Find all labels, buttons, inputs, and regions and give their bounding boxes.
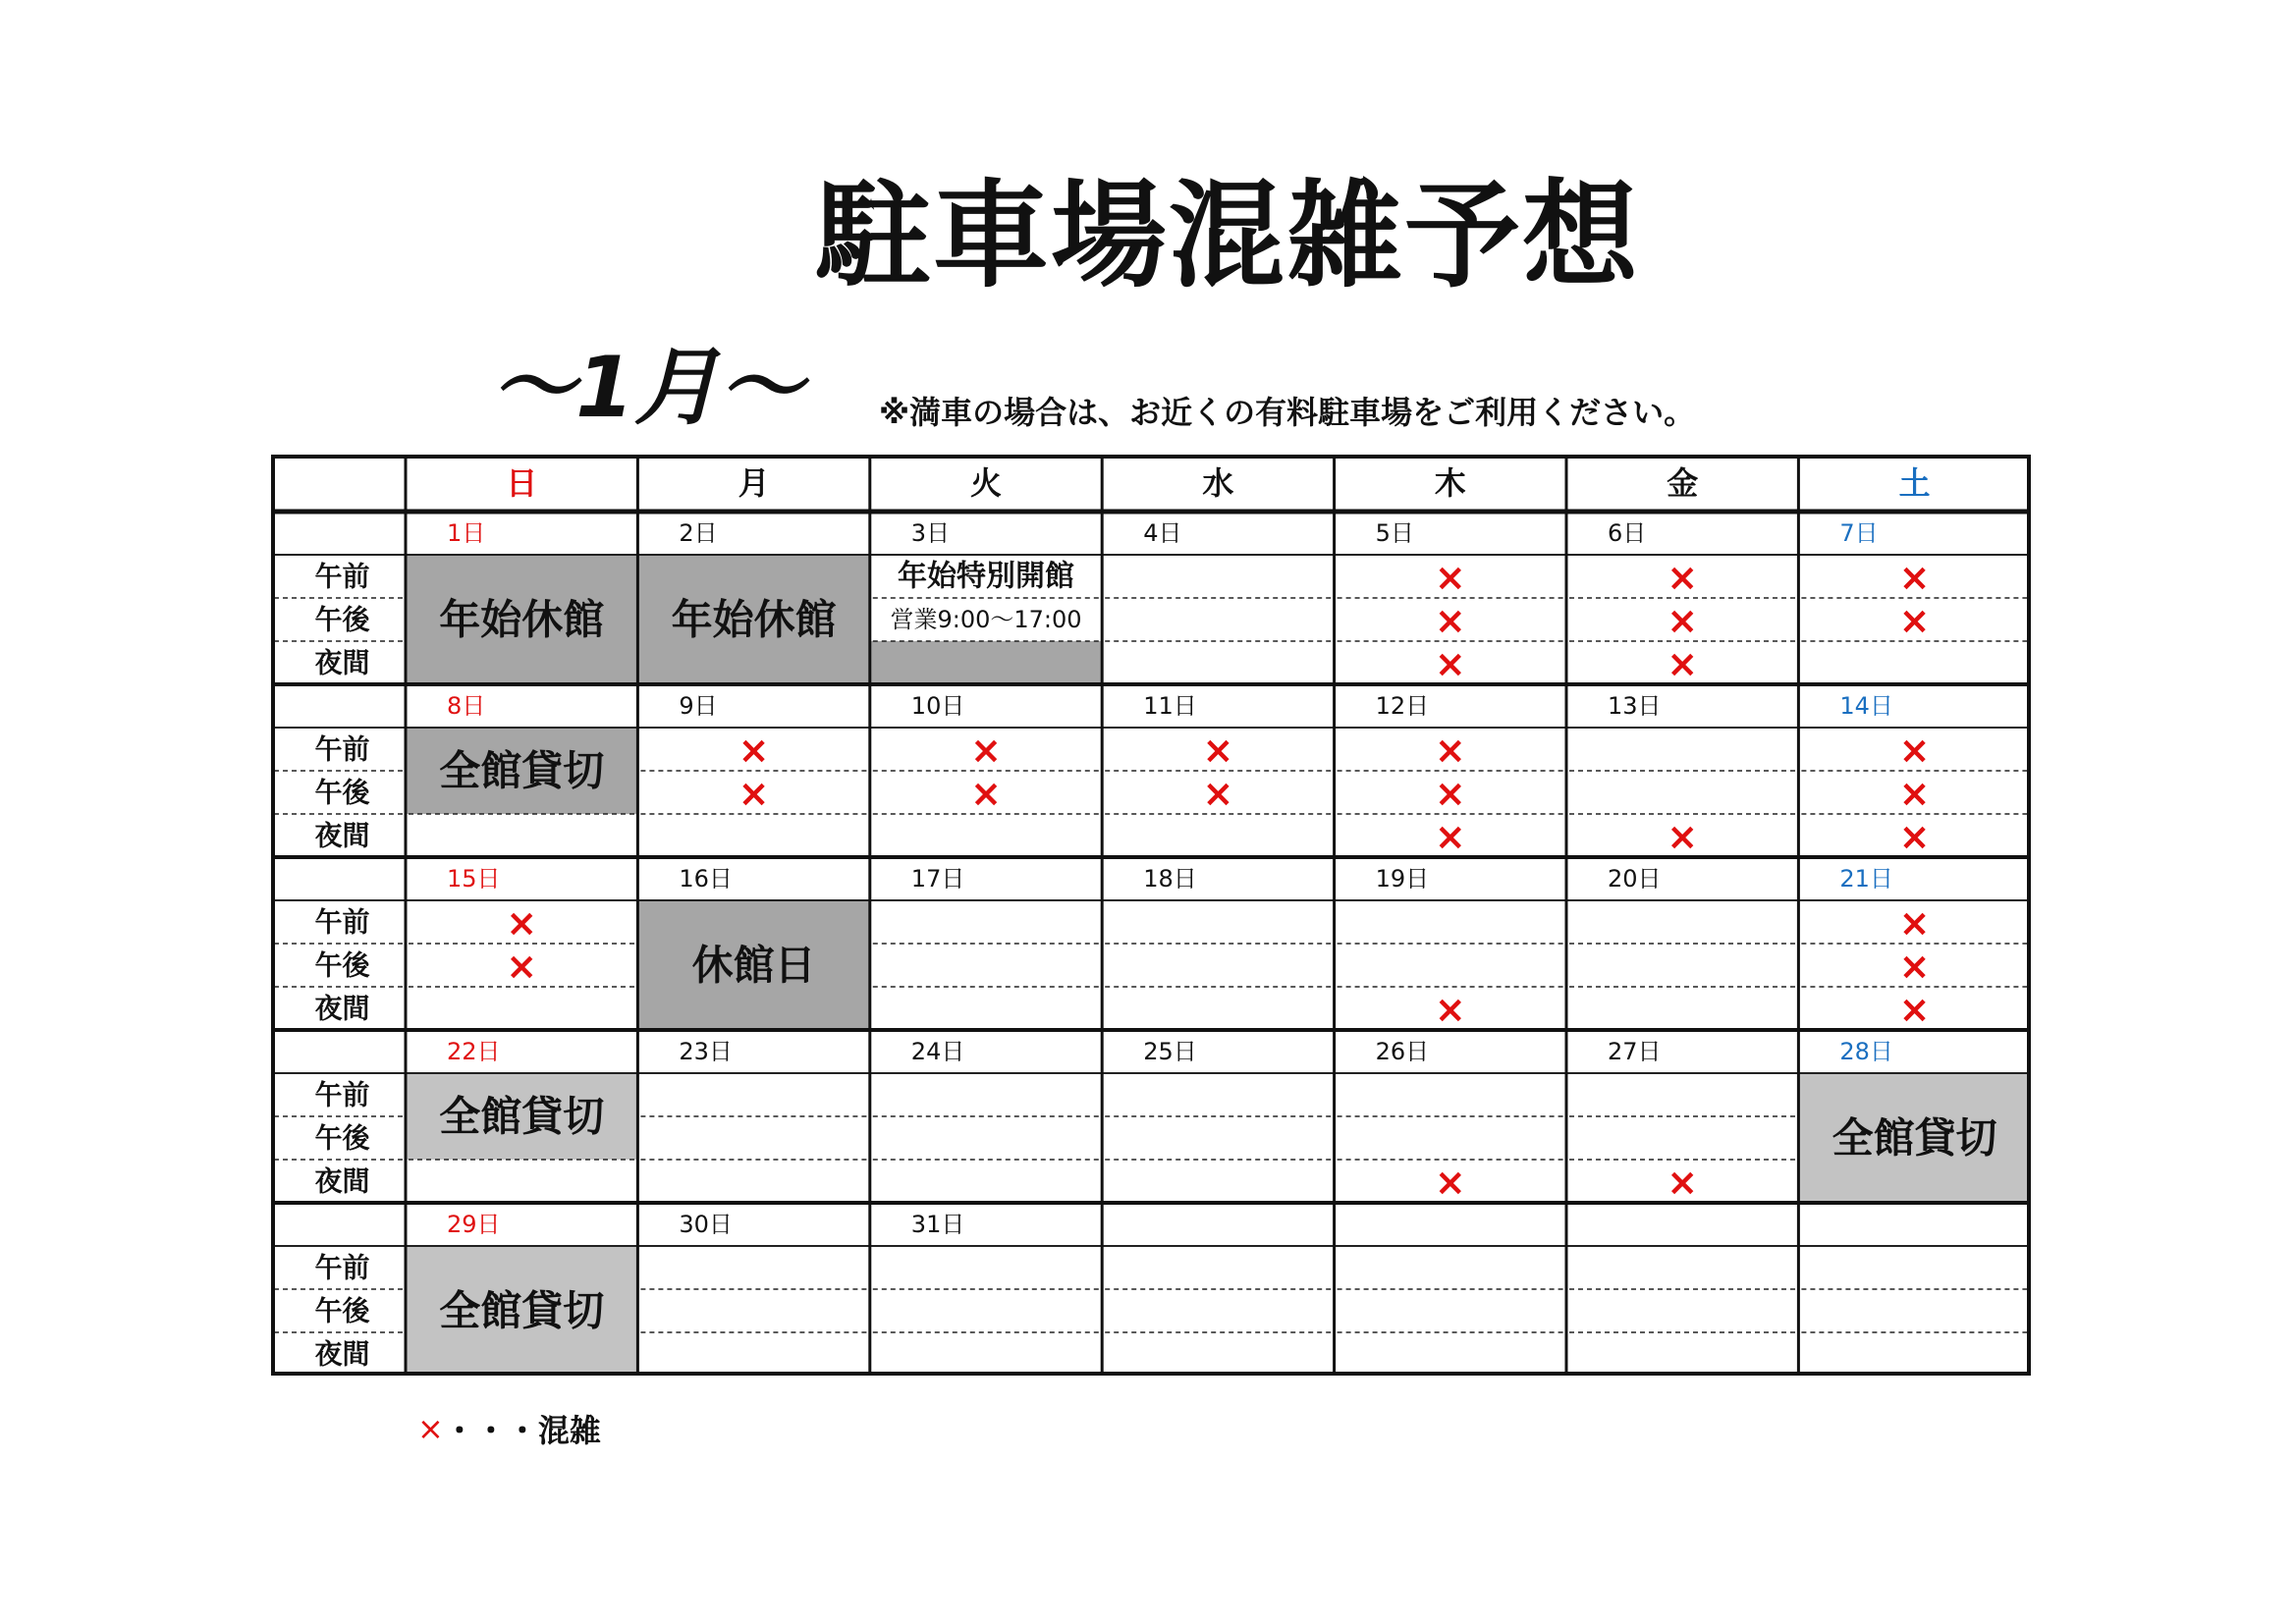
congestion-calendar [271,455,2031,1389]
congested-cross-icon: × [970,772,1002,815]
date-label: 5日 [1375,519,1414,547]
date-label: 30日 [679,1211,733,1238]
congested-cross-icon: × [1434,556,1466,599]
weekday-header: 土 [1898,464,1931,502]
period-label: 夜間 [314,1337,370,1371]
congested-cross-icon: × [1434,772,1466,815]
date-label: 16日 [679,865,733,893]
special-open-hours: 営業9:00～17:00 [890,606,1082,633]
date-label: 26日 [1375,1038,1430,1065]
congested-cross-icon: × [506,901,538,945]
period-label: 夜間 [314,819,370,852]
page-title: 駐車場混雑予想 [815,168,1641,303]
congested-cross-icon: × [738,772,770,815]
date-label: 9日 [679,692,718,720]
closed-block-label: 休館日 [691,941,816,990]
congested-cross-icon: × [1898,988,1931,1031]
weekday-header: 火 [969,464,1003,502]
period-label: 午後 [314,603,370,636]
congested-cross-icon: × [1434,988,1466,1031]
period-label: 午前 [314,732,370,766]
date-label: 15日 [447,865,501,893]
congested-cross-icon: × [506,945,538,988]
weekday-header: 月 [738,464,770,502]
date-label: 19日 [1375,865,1430,893]
period-label: 午前 [314,1251,370,1284]
date-label: 11日 [1143,692,1197,720]
congested-cross-icon: × [1898,815,1931,858]
congested-cross-icon: × [1898,901,1931,945]
legend-label: 混雑 [537,1412,601,1449]
congested-cross-icon: × [1667,642,1699,685]
congested-cross-icon: × [1434,599,1466,642]
period-label: 夜間 [314,992,370,1025]
date-label: 29日 [447,1211,501,1238]
date-label: 1日 [447,519,486,547]
date-label: 4日 [1143,519,1182,547]
date-label: 13日 [1608,692,1662,720]
date-label: 21日 [1839,865,1893,893]
congested-cross-icon: × [1667,815,1699,858]
closed-block-label: 全館貸切 [439,1286,605,1335]
weekday-header: 木 [1434,464,1466,502]
period-label: 午後 [314,1294,370,1327]
date-label: 2日 [679,519,718,547]
date-label: 18日 [1143,865,1197,893]
congested-cross-icon: × [1667,1161,1699,1204]
date-label: 3日 [910,519,951,547]
date-label: 20日 [1608,865,1662,893]
closed-block-label: 年始休館 [439,595,605,644]
congested-cross-icon: × [738,729,770,772]
date-label: 8日 [447,692,486,720]
congested-cross-icon: × [1898,729,1931,772]
weekday-header: 水 [1202,464,1234,502]
legend-cross-icon: × [417,1410,444,1447]
period-label: 午前 [314,1078,370,1111]
congested-cross-icon: × [1202,729,1234,772]
legend [417,1404,601,1453]
date-label: 17日 [910,865,965,893]
congested-cross-icon: × [1434,729,1466,772]
period-label: 午後 [314,948,370,982]
congested-cross-icon: × [1434,642,1466,685]
special-open-evening-block [870,641,1102,684]
period-label: 夜間 [314,1164,370,1198]
period-label: 午前 [314,905,370,939]
legend-dots: ・・・ [443,1412,538,1449]
congested-cross-icon: × [1898,772,1931,815]
congested-cross-icon: × [1202,772,1234,815]
full-parking-notice: ※満車の場合は、お近くの有料駐車場をご利用ください。 [879,394,1696,431]
date-label: 27日 [1608,1038,1662,1065]
congested-cross-icon: × [1434,815,1466,858]
congested-cross-icon: × [1667,599,1699,642]
period-label: 午後 [314,776,370,809]
congested-cross-icon: × [1434,1161,1466,1204]
closed-block-label: 全館貸切 [1831,1113,1997,1163]
congested-cross-icon: × [1898,945,1931,988]
date-label: 23日 [679,1038,733,1065]
weekday-header: 金 [1667,464,1699,502]
special-open-title: 年始特別開館 [898,559,1074,594]
date-label: 10日 [910,692,965,720]
date-label: 22日 [447,1038,501,1065]
date-label: 7日 [1839,519,1879,547]
period-label: 夜間 [314,646,370,679]
period-label: 午後 [314,1121,370,1155]
congested-cross-icon: × [1667,556,1699,599]
date-label: 14日 [1839,692,1893,720]
congested-cross-icon: × [1898,556,1931,599]
congested-cross-icon: × [970,729,1002,772]
date-label: 24日 [910,1038,965,1065]
weekday-header: 日 [506,464,538,502]
date-label: 31日 [910,1211,965,1238]
congested-cross-icon: × [1898,599,1931,642]
closed-block-label: 全館貸切 [439,1092,605,1141]
date-label: 25日 [1143,1038,1197,1065]
closed-block-label: 年始休館 [671,595,837,644]
date-label: 28日 [1839,1038,1893,1065]
period-label: 午前 [314,560,370,593]
date-label: 12日 [1375,692,1430,720]
month-label: ～1月～ [491,339,803,437]
date-label: 6日 [1608,519,1647,547]
closed-block-label: 全館貸切 [439,746,605,795]
